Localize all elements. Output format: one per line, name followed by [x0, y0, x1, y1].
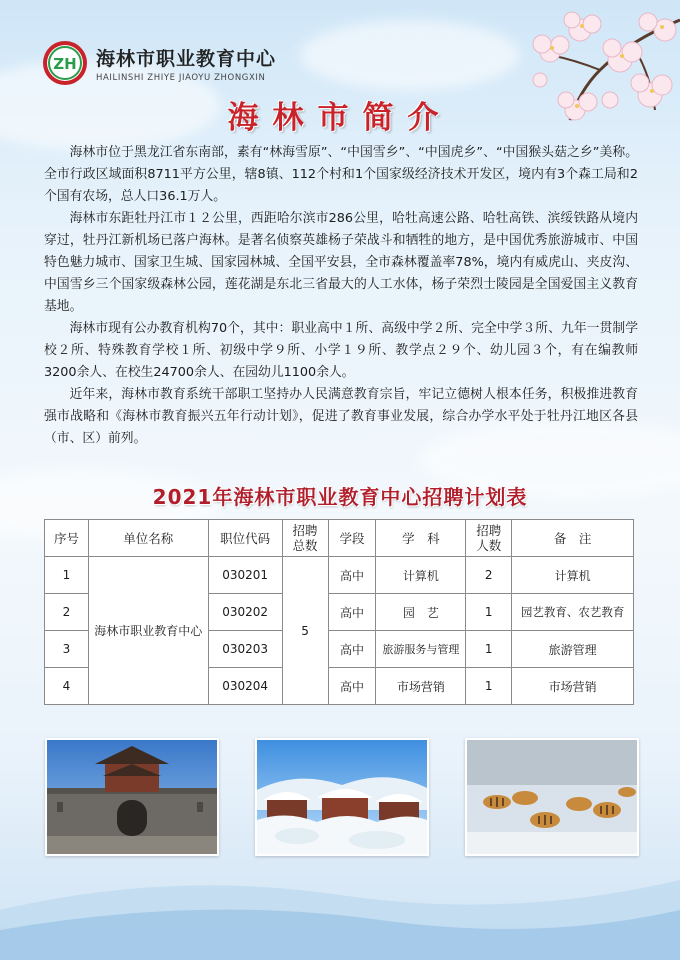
cell-unit-name: 海林市职业教育中心 — [88, 557, 208, 705]
header-seq: 序号 — [45, 520, 89, 557]
cell-note: 计算机 — [512, 557, 634, 594]
header-subject: 学 科 — [376, 520, 466, 557]
cell-stage: 高中 — [328, 631, 376, 668]
cell-count: 2 — [466, 557, 512, 594]
cell-code: 030202 — [208, 594, 282, 631]
cell-seq: 1 — [45, 557, 89, 594]
cell-seq: 3 — [45, 631, 89, 668]
plan-title: 2021年海林市职业教育中心招聘计划表 — [152, 485, 528, 509]
header-code: 职位代码 — [208, 520, 282, 557]
school-emblem-icon — [42, 40, 88, 86]
org-name-pinyin: HAILINSHI ZHIYE JIAOYU ZHONGXIN — [96, 72, 266, 83]
org-logo — [42, 40, 276, 86]
cell-count: 1 — [466, 631, 512, 668]
cell-count: 1 — [466, 668, 512, 705]
photo-snow-village — [255, 738, 429, 856]
intro-paragraph: 海林市位于黑龙江省东南部，素有“林海雪原”、“中国雪乡”、“中国虎乡”、“中国猴头菇之乡”美称。全市行政区域面积8711平方公里，辖8镇、112个村和1个国家级经济技术开发区，境内有3个森工局和2个国有农场，总人口36.1万人。 — [44, 145, 638, 204]
cell-stage: 高中 — [328, 557, 376, 594]
header-stage: 学段 — [328, 520, 376, 557]
cell-stage: 高中 — [328, 594, 376, 631]
cell-subject: 计算机 — [376, 557, 466, 594]
cell-subject: 园 艺 — [376, 594, 466, 631]
header-total: 招聘 总数 — [282, 520, 328, 557]
photo-strip — [45, 738, 635, 856]
cell-total: 5 — [282, 557, 328, 705]
intro-paragraph: 海林市东距牡丹江市１２公里，西距哈尔滨市286公里，哈牡高速公路、哈牡高铁、滨绥铁路从境内穿过，牡丹江新机场已落户海林。是著名侦察英雄杨子荣战斗和牺牲的地方，是中国优秀旅游城市、中国特色魅力城市、国家卫生城、国家园林城、全国平安县，全市森林覆盖率78%，境内有威虎山、夹皮沟、中国雪乡三个国家级森林公园，莲花湖是东北三省最大的人工水体，杨子荣烈士陵园是全国爱国主义教育基地。 — [44, 211, 638, 314]
photo-city-gate — [45, 738, 219, 856]
intro-body — [44, 142, 638, 450]
header-unit: 单位名称 — [88, 520, 208, 557]
cell-count: 1 — [466, 594, 512, 631]
cell-note: 园艺教育、农艺教育 — [512, 594, 634, 631]
recruitment-plan-table — [44, 519, 634, 705]
cell-note: 市场营销 — [512, 668, 634, 705]
cell-note: 旅游管理 — [512, 631, 634, 668]
bottom-wave-decoration — [0, 850, 680, 960]
header-count: 招聘 人数 — [466, 520, 512, 557]
intro-paragraph: 海林市现有公办教育机构70个，其中：职业高中１所、高级中学２所、完全中学３所、九年一贯制学校２所、特殊教育学校１所、初级中学９所、小学１９所、教学点２９个、幼儿园３个，有在编教师3200余人、在校生24700余人、在园幼儿1100余人。 — [44, 321, 638, 380]
cell-subject: 市场营销 — [376, 668, 466, 705]
header-note: 备 注 — [512, 520, 634, 557]
cell-code: 030204 — [208, 668, 282, 705]
cell-stage: 高中 — [328, 668, 376, 705]
cell-code: 030203 — [208, 631, 282, 668]
intro-title: 海林市简介 — [227, 100, 453, 136]
intro-paragraph: 近年来，海林市教育系统干部职工坚持办人民满意教育宗旨，牢记立德树人根本任务，积极推进教育强市战略和《海林市教育振兴五年行动计划》，促进了教育事业发展，综合办学水平处于牡丹江地区各县（市、区）前列。 — [44, 387, 638, 446]
cell-seq: 2 — [45, 594, 89, 631]
cell-code: 030201 — [208, 557, 282, 594]
cell-seq: 4 — [45, 668, 89, 705]
photo-siberian-tigers — [465, 738, 639, 856]
table-row — [45, 557, 634, 594]
cell-subject: 旅游服务与管理 — [376, 631, 466, 668]
table-header-row — [45, 520, 634, 557]
svg-text:ZH: ZH — [53, 55, 77, 73]
org-name-cn: 海林市职业教育中心 — [96, 47, 277, 70]
